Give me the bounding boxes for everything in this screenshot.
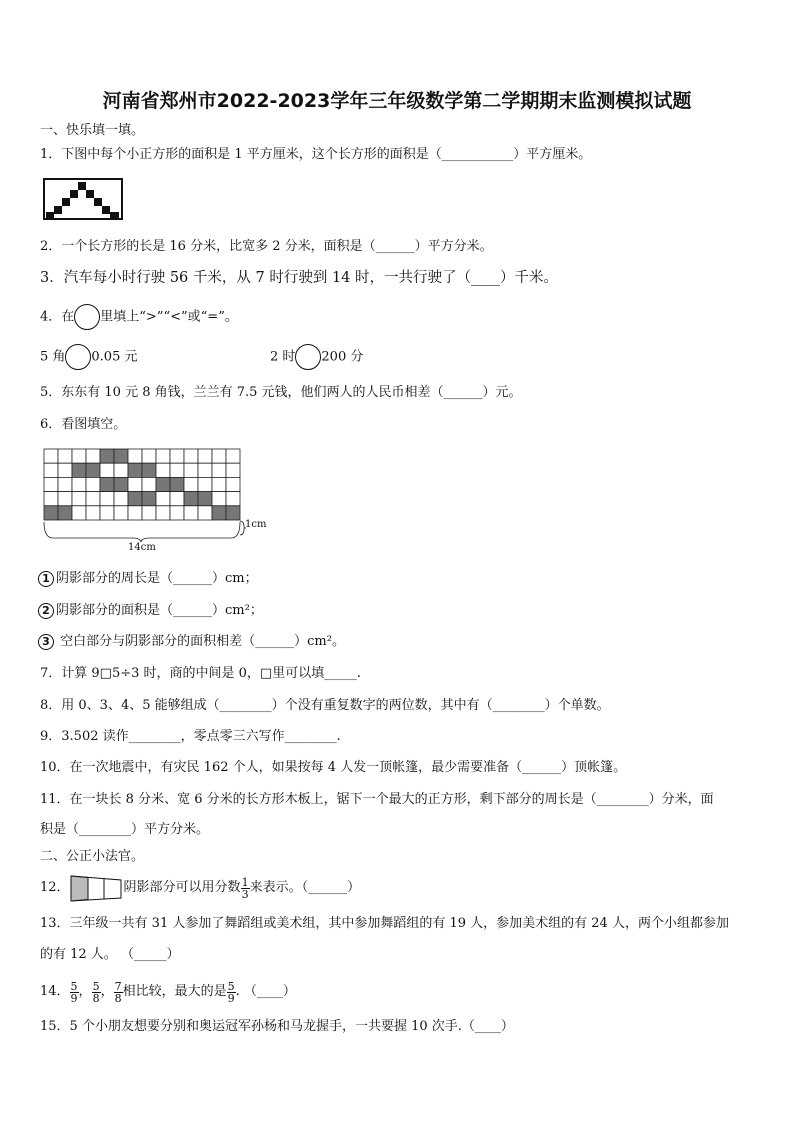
compare-circle-b [295,344,321,370]
grid-cell-shaded [142,492,156,506]
grid-cell [226,463,240,477]
grid-cell [142,477,156,491]
grid-cell [114,463,128,477]
question-12 [40,872,360,904]
grid-cell [198,449,212,463]
grid-cell-shaded [212,506,226,520]
grid-cell [100,506,114,520]
q12-fraction: $\frac{1}{3}$ [241,875,249,901]
grid-cell [170,449,184,463]
question-15: 15．5 个小朋友想要分别和奥运冠军孙杨和马龙握手，一共要握 10 次手.（____） [40,1019,514,1034]
grid-cell [156,463,170,477]
section-heading-2: 二、公正小法官。 [40,849,145,864]
grid-cell [72,477,86,491]
grid-cell [198,477,212,491]
q14-number: 14． [40,984,70,999]
question-11-line2: 积是（________）平方分米。 [40,822,210,837]
q14-text-end: . （____） [235,984,296,999]
q12-text-post: 来表示。（______） [249,880,361,895]
grid-cell-shaded [156,477,170,491]
grid-cell [58,477,72,491]
q4-text-post: 里填上“>”“<”或“=”。 [100,309,238,325]
q14-text-mid: 相比较，最大的是 [122,984,227,999]
grid-cell-shaded [114,449,128,463]
grid-cell-shaded [100,477,114,491]
grid-cell [142,506,156,520]
grid-cell-shaded [128,492,142,506]
q1-grid-figure [43,178,123,220]
q4a-left: 5 角 [40,349,66,365]
grid-cell-shaded [128,463,142,477]
grid-cell [100,463,114,477]
question-7: 7．计算 9□5÷3 时，商的中间是 0，□里可以填_____. [40,666,361,681]
grid-cell [44,492,58,506]
q12-trapezoid-figure [70,874,122,902]
q14-fraction-1: $\frac{5}{9}$ [70,979,78,1005]
grid-cell [72,492,86,506]
grid-cell [198,506,212,520]
grid-cell [128,506,142,520]
grid-cell [86,449,100,463]
q6-3-text: 空白部分与阴影部分的面积相差（______）cm²。 [56,634,345,649]
q12-number: 12． [40,880,70,895]
question-11-line1: 11．在一块长 8 分米、宽 6 分米的长方形木板上，锯下一个最大的正方形，剩下部分的周长是（________）分米，面 [40,792,714,807]
compare-circle [74,304,100,330]
grid-cell [198,463,212,477]
grid-cell [128,449,142,463]
grid-cell [184,477,198,491]
question-6-2 [38,602,263,620]
grid-cell [184,449,198,463]
q14-fraction-3: $\frac{7}{8}$ [114,979,122,1005]
grid-cell [170,506,184,520]
circled-number-3: 3 [38,634,54,650]
q6-2-text: 阴影部分的面积是（______）cm²； [56,603,263,618]
question-13-line1: 13．三年级一共有 31 人参加了舞蹈组或美术组，其中参加舞蹈组的有 19 人，参加美术组的有 24 人，两个小组都参加 [40,916,729,931]
section-heading-1: 一、快乐填一填。 [40,123,145,138]
grid-cell [100,492,114,506]
q4-text-pre: 4．在 [40,309,75,325]
question-10: 10．在一次地震中，有灾民 162 个人，如果按每 4 人发一顶帐篷，最少需要准备（______）顶帐篷。 [40,760,627,775]
grid-cell-shaded [142,463,156,477]
grid-cell [44,477,58,491]
q4b-right: 200 分 [321,349,364,365]
circled-number-1: 1 [38,571,54,587]
grid-cell [72,506,86,520]
question-4b [270,344,363,370]
compare-circle-a [65,344,91,370]
grid-cell [58,463,72,477]
grid-cell [170,492,184,506]
question-2: 2．一个长方形的长是 16 分米，比宽多 2 分米，面积是（______）平方分米。 [40,239,493,254]
question-8: 8．用 0、3、4、5 能够组成（________）个没有重复数字的两位数，其中有（________）个单数。 [40,698,610,713]
grid-cell [58,492,72,506]
q12-text-pre: 阴影部分可以用分数 [123,880,241,895]
label-14cm: 14cm [128,542,156,553]
grid-cell [226,449,240,463]
grid-cell [170,463,184,477]
grid-cell [184,506,198,520]
label-1cm: 1cm [245,519,267,530]
question-4 [40,304,238,330]
grid-cell [212,477,226,491]
grid-cell-shaded [198,492,212,506]
question-13-line2: 的有 12 人。 （_____） [40,947,180,962]
question-6: 6．看图填空。 [40,417,127,432]
question-5: 5．东东有 10 元 8 角钱，兰兰有 7.5 元钱，他们两人的人民币相差（______）元。 [40,385,522,400]
q6-1-text: 阴影部分的周长是（______）cm； [56,571,258,586]
grid-cell [212,463,226,477]
grid-cell [86,477,100,491]
circled-number-2: 2 [38,603,54,619]
page-title: 河南省郑州市2022-2023学年三年级数学第二学期期末监测模拟试题 [102,90,692,112]
grid-cell-shaded [100,449,114,463]
grid-cell [44,463,58,477]
question-14: 14． $\frac{5}{9}$ ， $\frac{5}{8}$ ， $\frac{7}{8}$ 相比较，最大的是 $\frac{5}{9}$ . （____） [40,979,296,1005]
grid-cell-shaded [44,506,58,520]
grid-cell [86,506,100,520]
grid-cell-shaded [226,506,240,520]
q4a-right: 0.05 元 [91,349,138,365]
grid-cell [58,449,72,463]
grid-cell [156,506,170,520]
grid-cell [212,492,226,506]
grid-cell [72,449,86,463]
grid-cell [156,492,170,506]
grid-cell [128,477,142,491]
question-1: 1．下图中每个小正方形的面积是 1 平方厘米，这个长方形的面积是（___________）平方厘米。 [40,147,592,162]
grid-cell [114,506,128,520]
question-9: 9．3.502 读作________，零点零三六写作________. [40,729,341,744]
grid-cell-shaded [170,477,184,491]
grid-cell [156,449,170,463]
grid-cell [114,492,128,506]
grid-cell-shaded [184,492,198,506]
grid-cell [212,449,226,463]
grid-cell [184,463,198,477]
q14-fraction-4: $\frac{5}{9}$ [227,979,235,1005]
brace-14cm [44,522,240,542]
grid-cell [86,492,100,506]
question-3: 3．汽车每小时行驶 56 千米，从 7 时行驶到 14 时，一共行驶了（____）千米。 [40,270,559,286]
grid-cell-shaded [72,463,86,477]
grid-cell [44,449,58,463]
grid-cell-shaded [58,506,72,520]
grid-cell [142,449,156,463]
grid-cell [226,477,240,491]
q4b-left: 2 时 [270,349,296,365]
q14-fraction-2: $\frac{5}{8}$ [92,979,100,1005]
grid-cell-shaded [114,477,128,491]
question-6-1 [38,570,258,588]
question-4a [40,344,137,370]
grid-cell [226,492,240,506]
question-6-3 [38,633,345,651]
q6-grid-figure [43,448,273,558]
grid-cell-shaded [86,463,100,477]
